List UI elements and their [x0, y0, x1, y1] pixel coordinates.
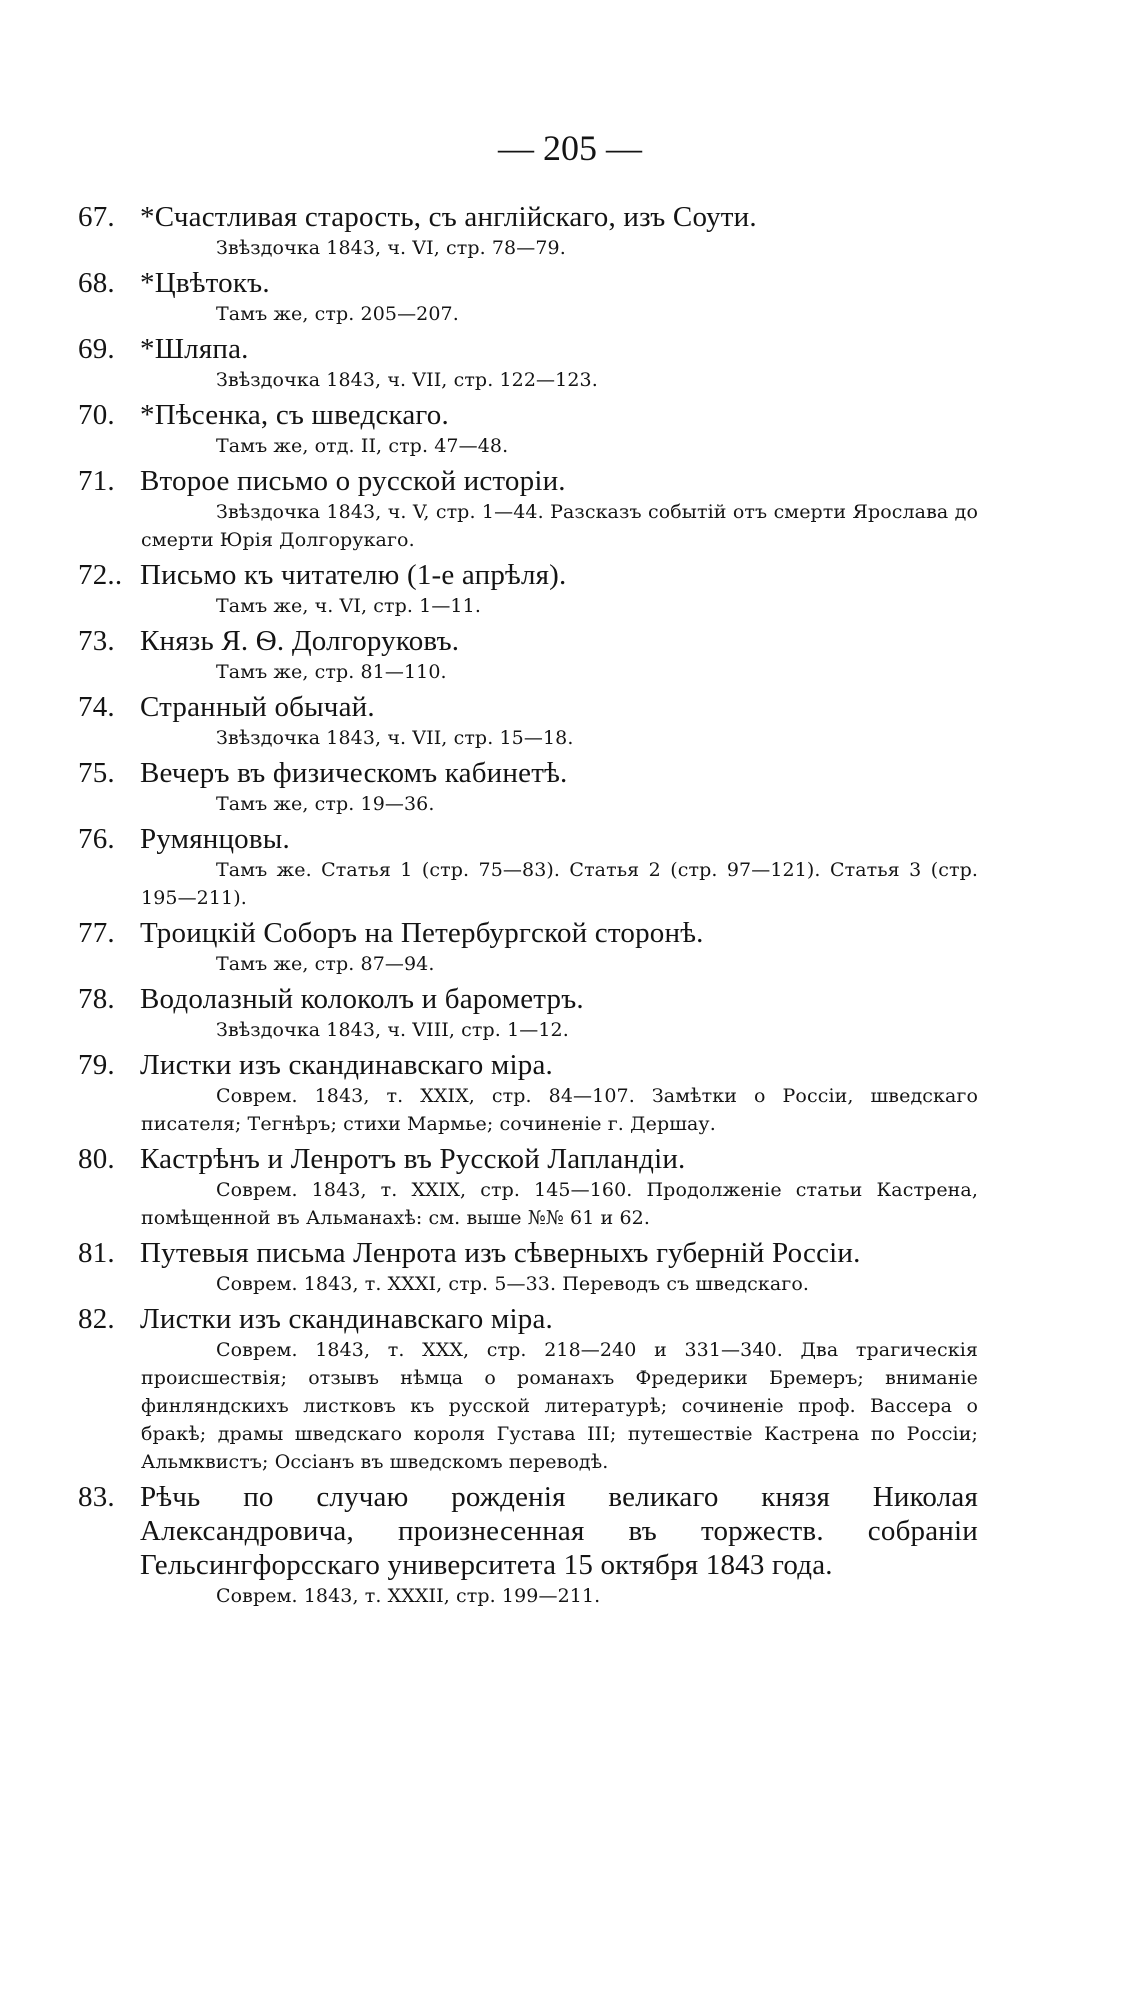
- entry-title: Князь Я. Ѳ. Долгоруковъ.: [140, 625, 460, 657]
- entry-number: 77.: [78, 917, 115, 949]
- entry-71: [78, 464, 978, 554]
- entry-number: 70.: [78, 399, 115, 431]
- entry-number: 68.: [78, 267, 115, 299]
- entry-title: Листки изъ скандинавскаго міра.: [140, 1049, 553, 1081]
- entry-title: *Счастливая старость, съ англійскаго, изъ Соути.: [140, 201, 757, 233]
- entry-number: 81.: [78, 1237, 115, 1269]
- entry-number: 82.: [78, 1303, 115, 1335]
- entry-70: [78, 398, 978, 460]
- entry-note: Тамъ же, ч. VI, стр. 1—11.: [216, 595, 481, 617]
- entry-note: Тамъ же. Статья 1 (стр. 75—83). Статья 2 (стр. 97—121). Статья 3 (стр. 195—211).: [141, 859, 978, 909]
- entry-note: Тамъ же, стр. 81—110.: [216, 661, 447, 683]
- entry-title: Румянцовы.: [140, 823, 290, 855]
- entry-note: Соврем. 1843, т. XXIX, стр. 84—107. Замѣтки о Россіи, шведскаго писателя; Тегнѣръ; стихи Мармье; сочиненіе г. Дершау.: [141, 1085, 978, 1135]
- entry-number: 83.: [78, 1481, 115, 1513]
- entry-note: Тамъ же, стр. 205—207.: [216, 303, 459, 325]
- entry-67: [78, 200, 978, 262]
- entry-80: [78, 1142, 978, 1232]
- entry-note: Звѣздочка 1843, ч. VII, стр. 15—18.: [216, 727, 574, 749]
- entry-83: [78, 1480, 978, 1610]
- entry-note: Соврем. 1843, т. XXX, стр. 218—240 и 331—340. Два трагическія происшествія; отзывъ нѣмца о романахъ Фредерики Бремеръ; вниманіе финляндскихъ листковъ къ русской литературѣ; сочиненіе проф. Вассера о бракѣ; драмы шведскаго короля Густава III; путешествіе Кастрена по Россіи; Альмквистъ; Оссіанъ въ шведскомъ переводѣ.: [141, 1339, 978, 1473]
- entry-number: 76.: [78, 823, 115, 855]
- entry-81: [78, 1236, 978, 1298]
- entry-note: Соврем. 1843, т. XXXI, стр. 5—33. Переводъ съ шведскаго.: [216, 1273, 809, 1295]
- entry-69: [78, 332, 978, 394]
- page-number: — 205 —: [498, 128, 642, 168]
- entry-title: Письмо къ читателю (1-е апрѣля).: [140, 559, 567, 591]
- entry-note: Звѣздочка 1843, ч. VI, стр. 78—79.: [216, 237, 566, 259]
- entry-number: 75.: [78, 757, 115, 789]
- entry-74: [78, 690, 978, 752]
- entry-note: Тамъ же, стр. 19—36.: [216, 793, 435, 815]
- entry-title: Листки изъ скандинавскаго міра.: [140, 1303, 553, 1335]
- entry-76: [78, 822, 978, 912]
- entry-title: *Цвѣтокъ.: [140, 267, 270, 299]
- entry-note: Соврем. 1843, т. XXXII, стр. 199—211.: [216, 1585, 601, 1607]
- entry-73: [78, 624, 978, 686]
- entry-title: Странный обычай.: [140, 691, 375, 723]
- entry-note: Звѣздочка 1843, ч. VII, стр. 122—123.: [216, 369, 598, 391]
- entry-title: Кастрѣнъ и Ленротъ въ Русской Лапландіи.: [140, 1143, 686, 1175]
- entry-number: 73.: [78, 625, 115, 657]
- entry-number: 67.: [78, 201, 115, 233]
- entry-title: Водолазный колоколъ и барометръ.: [140, 983, 584, 1015]
- entry-78: [78, 982, 978, 1044]
- entry-title: Рѣчь по случаю рожденія великаго князя Николая Александровича, произнесенная въ торжеств. собраніи Гельсингфорсскаго университета 15 октября 1843 года.: [140, 1481, 978, 1581]
- bibliography-list: [78, 200, 978, 1614]
- entry-68: [78, 266, 978, 328]
- entry-note: Тамъ же, стр. 87—94.: [216, 953, 435, 975]
- entry-number: 80.: [78, 1143, 115, 1175]
- entry-title: Путевыя письма Ленрота изъ сѣверныхъ губерній Россіи.: [140, 1237, 861, 1269]
- entry-note: Соврем. 1843, т. XXIX, стр. 145—160. Продолженіе статьи Кастрена, помѣщенной въ Альманахѣ: см. выше №№ 61 и 62.: [141, 1179, 978, 1229]
- entry-79: [78, 1048, 978, 1138]
- entry-title: *Пѣсенка, съ шведскаго.: [140, 399, 449, 431]
- entry-title: Вечеръ въ физическомъ кабинетѣ.: [140, 757, 568, 789]
- entry-number: 71.: [78, 465, 115, 497]
- entry-title: Второе письмо о русской исторіи.: [140, 465, 566, 497]
- entry-number: 79.: [78, 1049, 115, 1081]
- entry-note: Тамъ же, отд. II, стр. 47—48.: [216, 435, 509, 457]
- entry-75: [78, 756, 978, 818]
- entry-number: 74.: [78, 691, 115, 723]
- entry-77: [78, 916, 978, 978]
- entry-72: [78, 558, 978, 620]
- entry-title: Троицкій Соборъ на Петербургской сторонѣ.: [140, 917, 704, 949]
- entry-82: [78, 1302, 978, 1476]
- entry-title: *Шляпа.: [140, 333, 249, 365]
- entry-number: 78.: [78, 983, 115, 1015]
- entry-number: 69.: [78, 333, 115, 365]
- entry-note: Звѣздочка 1843, ч. V, стр. 1—44. Разсказъ событій отъ смерти Ярослава до смерти Юрія Долгорукаго.: [141, 501, 978, 551]
- entry-number: 72..: [78, 559, 123, 591]
- entry-note: Звѣздочка 1843, ч. VIII, стр. 1—12.: [216, 1019, 569, 1041]
